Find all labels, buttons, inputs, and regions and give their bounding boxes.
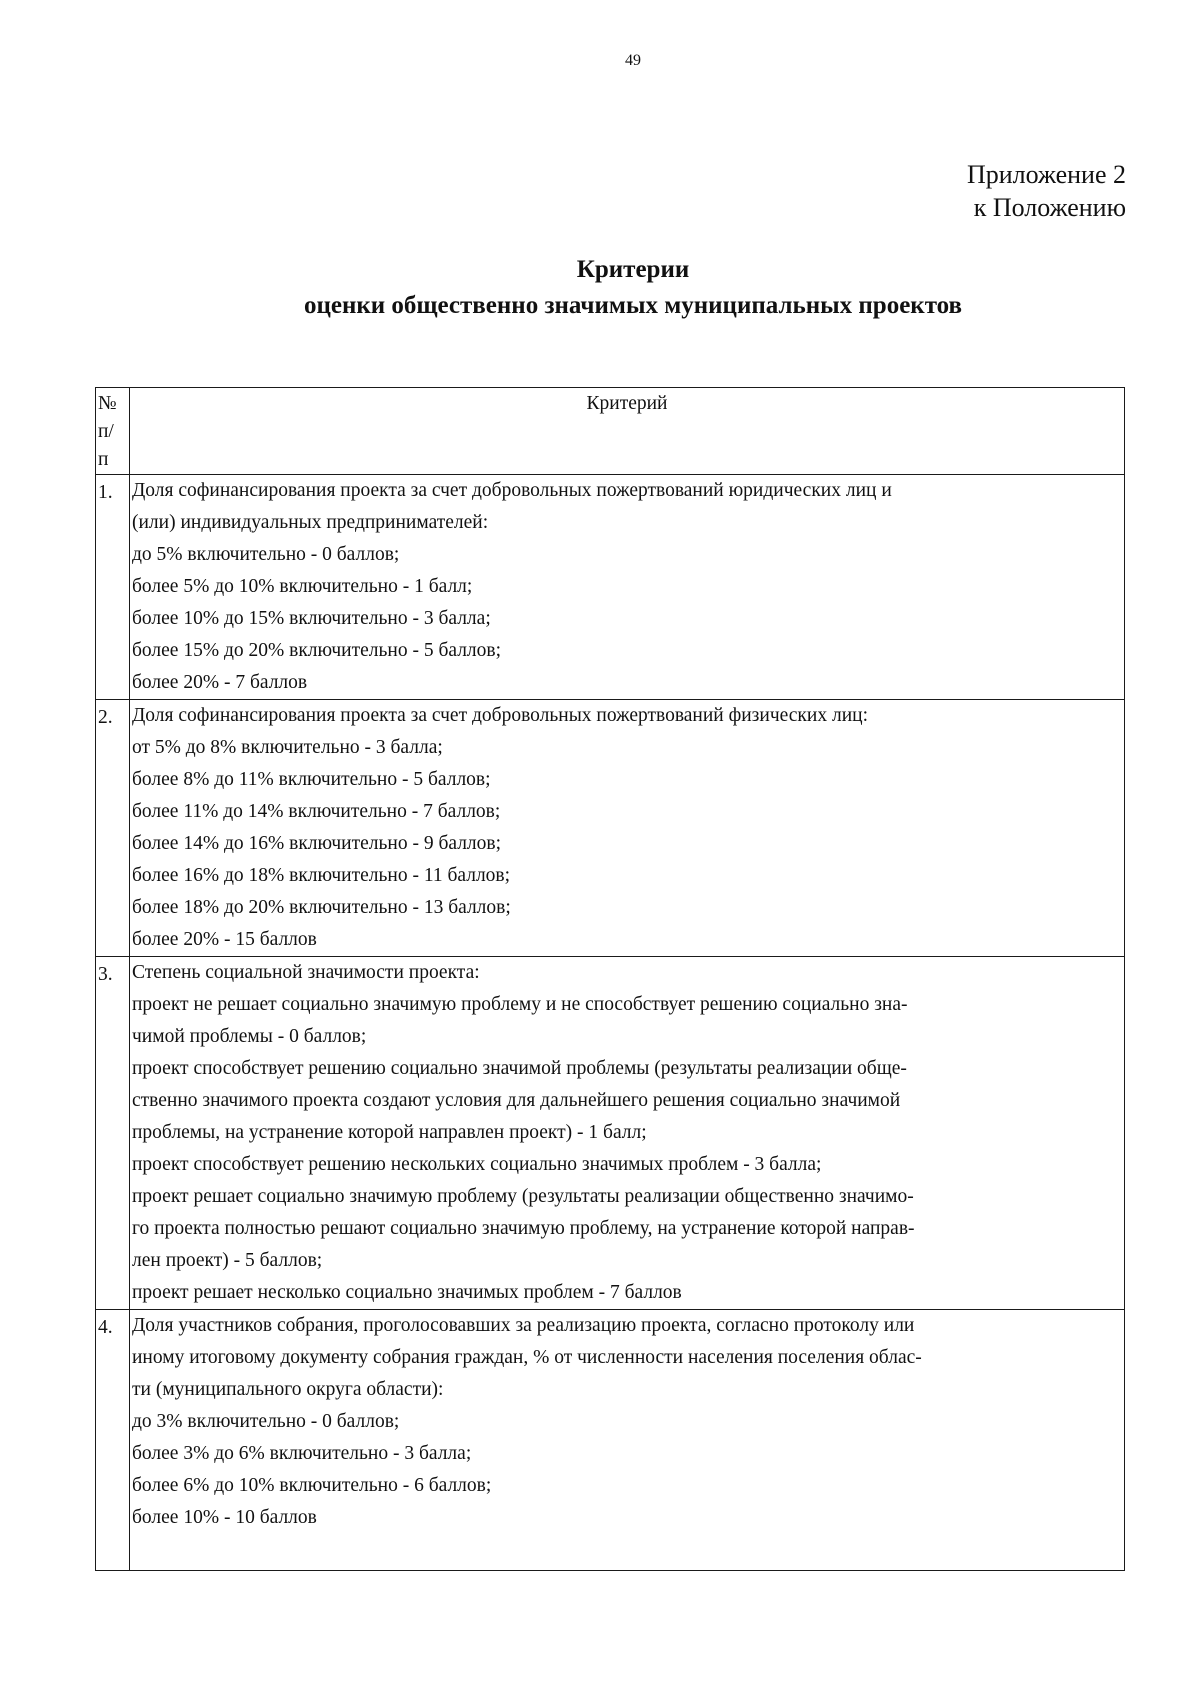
row-number: 4.	[96, 1310, 130, 1571]
criterion-line: более 16% до 18% включительно - 11 баллов;	[132, 865, 511, 886]
number-header-line-2: п/	[98, 421, 114, 442]
criterion-line: более 5% до 10% включительно - 1 балл;	[132, 576, 473, 597]
number-header-line-1: №	[98, 393, 117, 414]
criterion-cell	[130, 957, 1125, 1310]
criterion-cell	[130, 475, 1125, 700]
criterion-line: до 5% включительно - 0 баллов;	[132, 544, 400, 565]
criterion-line: более 6% до 10% включительно - 6 баллов;	[132, 1475, 492, 1496]
number-header-line-3: п	[98, 449, 109, 470]
criterion-cell	[130, 1310, 1125, 1571]
criterion-line: ти (муниципального округа области):	[132, 1379, 444, 1400]
appendix-line-2: к Положению	[973, 193, 1126, 222]
criterion-line: более 11% до 14% включительно - 7 баллов;	[132, 801, 501, 822]
criterion-line: более 18% до 20% включительно - 13 баллов;	[132, 897, 511, 918]
criterion-line: ственно значимого проекта создают условия для дальнейшего решения социально значимой	[132, 1090, 901, 1111]
criterion-column-header: Критерий	[130, 388, 1125, 475]
criterion-line: Степень социальной значимости проекта:	[132, 962, 480, 983]
criterion-line: го проекта полностью решают социально значимую проблему, на устранение которой направ-	[132, 1218, 915, 1239]
criterion-line: от 5% до 8% включительно - 3 балла;	[132, 737, 443, 758]
title-line-2: оценки общественно значимых муниципальных проектов	[303, 292, 963, 319]
table-row	[96, 475, 1125, 700]
criterion-line: более 3% до 6% включительно - 3 балла;	[132, 1443, 472, 1464]
table-header-row	[96, 388, 1125, 475]
criterion-line: проект не решает социально значимую проблему и не способствует решению социально зна-	[132, 994, 908, 1015]
criterion-line: (или) индивидуальных предпринимателей:	[132, 512, 489, 533]
appendix-line-1: Приложение 2	[966, 160, 1126, 189]
row-number: 3.	[96, 957, 130, 1310]
criterion-line: Доля участников собрания, проголосовавших за реализацию проекта, согласно протоколу или	[132, 1315, 915, 1336]
criterion-line: проект решает несколько социально значимых проблем - 7 баллов	[132, 1282, 682, 1303]
criterion-line: Доля софинансирования проекта за счет добровольных пожертвований физических лиц:	[132, 705, 868, 726]
criterion-line: более 20% - 15 баллов	[132, 929, 317, 950]
table-row	[96, 957, 1125, 1310]
criterion-line: проблемы, на устранение которой направлен проект) - 1 балл;	[132, 1122, 647, 1143]
criterion-line: проект решает социально значимую проблему (результаты реализации общественно значимо-	[132, 1186, 914, 1207]
criterion-line: более 8% до 11% включительно - 5 баллов;	[132, 769, 491, 790]
table-row	[96, 1310, 1125, 1571]
document-title	[0, 252, 1200, 324]
criterion-line: более 20% - 7 баллов	[132, 672, 308, 693]
criterion-line: проект способствует решению социально значимой проблемы (результаты реализации обще-	[132, 1058, 907, 1079]
title-line-1: Критерии	[576, 256, 690, 283]
criterion-line: Доля софинансирования проекта за счет добровольных пожертвований юридических лиц и	[132, 480, 892, 501]
criterion-line: более 15% до 20% включительно - 5 баллов;	[132, 640, 502, 661]
criterion-line: чимой проблемы - 0 баллов;	[132, 1026, 367, 1047]
row-number: 1.	[96, 475, 130, 700]
criteria-table-body	[96, 475, 1125, 1571]
criterion-line: более 14% до 16% включительно - 9 баллов;	[132, 833, 502, 854]
criterion-line: проект способствует решению нескольких социально значимых проблем - 3 балла;	[132, 1154, 822, 1175]
criterion-line: иному итоговому документу собрания граждан, % от численности населения поселения облас-	[132, 1347, 922, 1368]
criteria-table	[95, 387, 1125, 1571]
row-number: 2.	[96, 700, 130, 957]
appendix-reference	[967, 158, 1126, 224]
criterion-cell	[130, 700, 1125, 957]
criterion-line: лен проект) - 5 баллов;	[132, 1250, 323, 1271]
criterion-line: более 10% - 10 баллов	[132, 1507, 317, 1528]
criterion-line: до 3% включительно - 0 баллов;	[132, 1411, 400, 1432]
criterion-line: более 10% до 15% включительно - 3 балла;	[132, 608, 491, 629]
number-column-header	[96, 388, 130, 475]
page-number: 49	[625, 52, 641, 69]
table-row	[96, 700, 1125, 957]
